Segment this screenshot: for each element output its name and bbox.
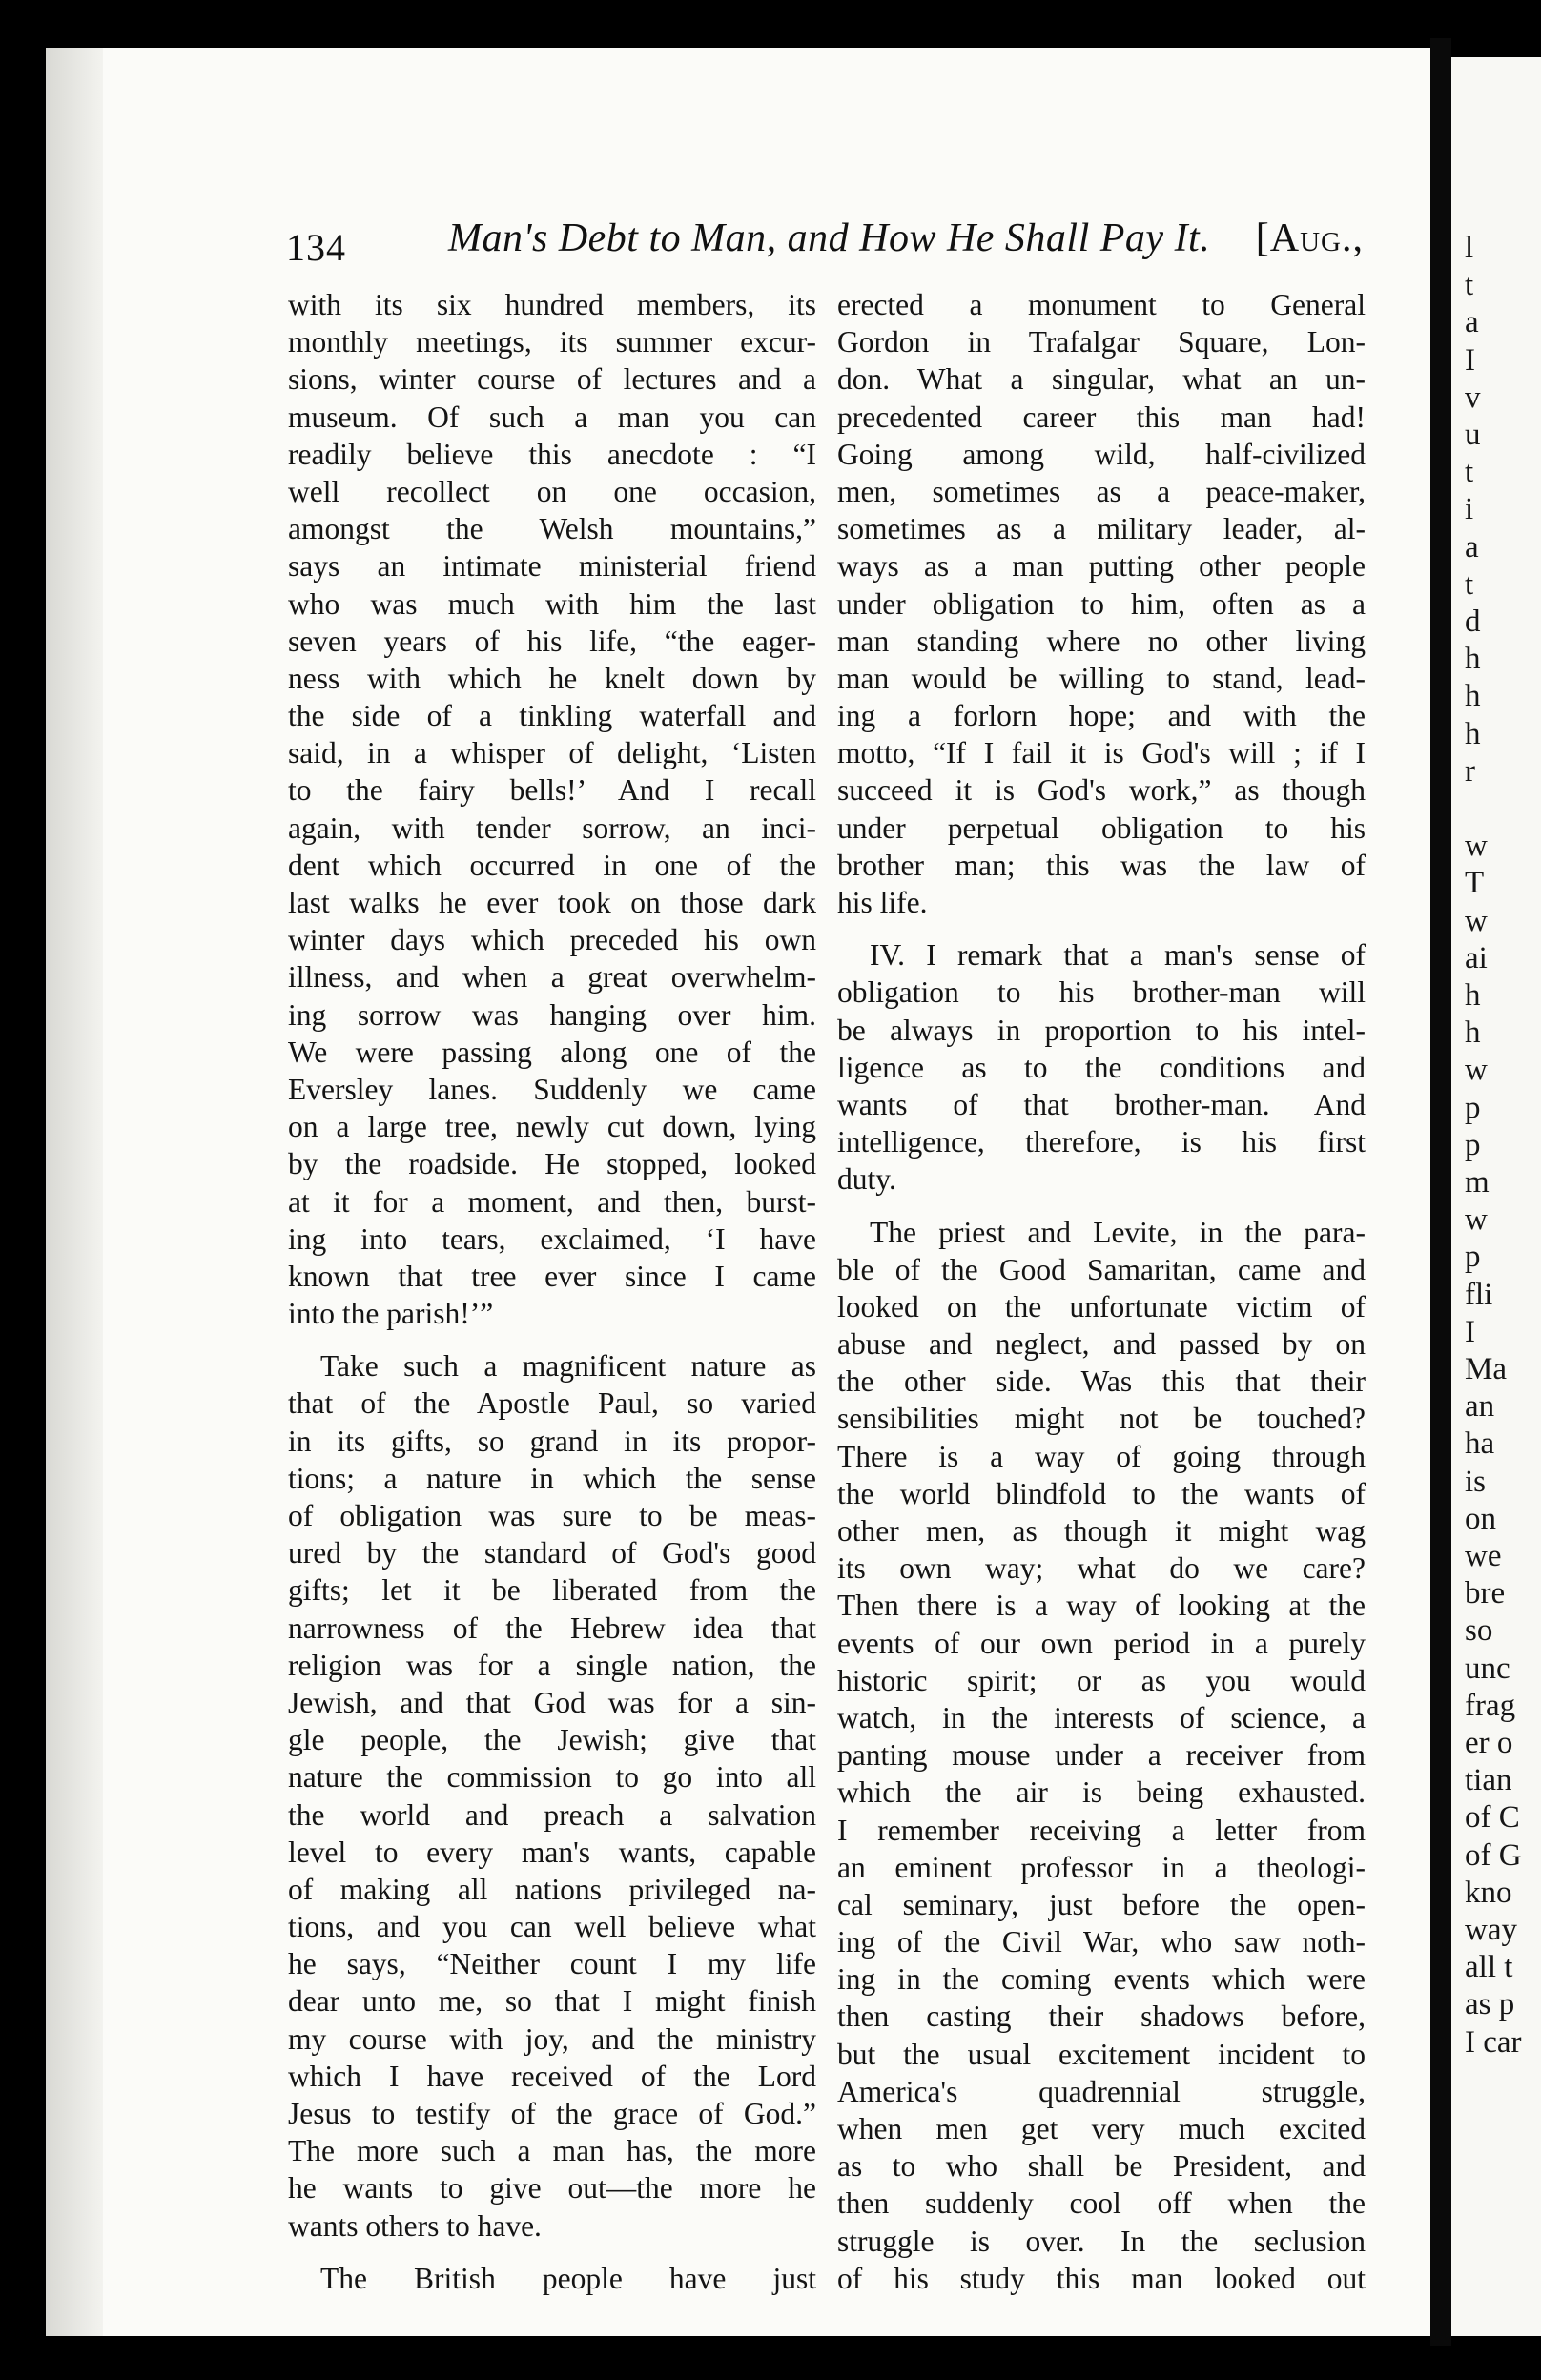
text-line: struggle is over. In the seclusion	[837, 2224, 1366, 2258]
text-line: its own way; what do we care?	[837, 1551, 1366, 1586]
text-line: he wants to give out—the more he	[288, 2171, 816, 2206]
text-line: wants others to have.	[288, 2208, 542, 2243]
facing-page-fragment: w	[1465, 829, 1488, 864]
text-line: There is a way of going through	[837, 1439, 1366, 1473]
text-line: gle people, the Jewish; give that	[288, 1723, 816, 1757]
text-line: ble of the Good Samaritan, came and	[837, 1252, 1366, 1286]
text-line: ing a forlorn hope; and with the	[837, 699, 1366, 733]
text-line: amongst the Welsh mountains,”	[288, 512, 816, 546]
facing-page-fragment: a	[1465, 305, 1479, 340]
text-line: to the fairy bells!’ And I recall	[288, 773, 816, 808]
text-line: Then there is a way of looking at the	[837, 1589, 1366, 1623]
text-line: said, in a whisper of delight, ‘Listen	[288, 736, 816, 770]
facing-page-fragment: is	[1465, 1464, 1487, 1499]
facing-page-fragment: w	[1465, 903, 1488, 938]
facing-page-fragment: er o	[1465, 1726, 1513, 1760]
text-line: on a large tree, newly cut down, lying	[288, 1110, 816, 1144]
text-line: We were passing along one of the	[288, 1035, 816, 1069]
text-line: ways as a man putting other people	[837, 549, 1366, 584]
text-line: don. What a singular, what an un-	[837, 362, 1366, 397]
text-line: intelligence, therefore, is his first	[837, 1125, 1366, 1159]
text-line: of obligation was sure to be meas-	[288, 1499, 816, 1532]
text-line: then casting their shadows before,	[837, 2000, 1366, 2034]
text-line: sometimes as a military leader, al-	[837, 512, 1366, 546]
facing-page-fragment: ha	[1465, 1426, 1495, 1462]
facing-page-fragment: I	[1465, 1314, 1475, 1349]
facing-page-fragment: p	[1465, 1240, 1481, 1275]
facing-page-fragment: tian	[1465, 1763, 1512, 1798]
text-line: under obligation to him, often as a	[837, 586, 1366, 621]
text-line: again, with tender sorrow, an inci-	[288, 810, 816, 845]
facing-page-fragment: t	[1465, 455, 1474, 490]
text-line: museum. Of such a man you can	[288, 400, 816, 434]
facing-page-fragment: way	[1465, 1913, 1517, 1947]
facing-page-fragment: h	[1465, 679, 1481, 714]
text-line: winter days which preceded his own	[288, 923, 816, 957]
facing-page-fragment: I	[1465, 342, 1475, 378]
paragraph-gap	[837, 1199, 1366, 1214]
text-line: dear unto me, so that I might finish	[288, 1984, 816, 2019]
text-line: obligation to his brother-man will	[837, 975, 1366, 1010]
text-line: ligence as to the conditions and	[837, 1050, 1366, 1084]
text-line: religion was for a single nation, the	[288, 1648, 816, 1682]
facing-page-fragment: I car	[1465, 2024, 1522, 2060]
facing-page-fragment: of G	[1465, 1837, 1522, 1873]
text-line: motto, “If I fail it is God's will ; if I	[837, 736, 1366, 770]
facing-page-fragment: w	[1465, 1202, 1488, 1238]
facing-page-fragment: all t	[1465, 1950, 1513, 1985]
text-line: of his study this man looked out	[837, 2261, 1366, 2295]
text-line: by the roadside. He stopped, looked	[288, 1147, 816, 1181]
text-line: precedented career this man had!	[837, 400, 1366, 434]
text-line: the side of a tinkling waterfall and	[288, 699, 816, 733]
page-number: 134	[286, 226, 346, 269]
facing-page-fragment: r	[1465, 753, 1475, 789]
text-line: events of our own period in a purely	[837, 1626, 1366, 1660]
text-line: succeed it is God's work,” as though	[837, 773, 1366, 808]
text-line: cal seminary, just before the open-	[837, 1887, 1366, 1921]
text-line: sensibilities might not be touched?	[837, 1402, 1366, 1436]
text-line: ness with which he knelt down by	[288, 661, 816, 695]
text-line: the world blindfold to the wants of	[837, 1476, 1366, 1510]
text-line: IV. I remark that a man's sense of	[870, 938, 1366, 973]
text-line: ing into tears, exclaimed, ‘I have	[288, 1221, 816, 1256]
text-line: which the air is being exhausted.	[837, 1775, 1366, 1810]
facing-page-fragment: frag	[1465, 1688, 1516, 1723]
text-line: under perpetual obligation to his	[837, 810, 1366, 845]
facing-page-fragment: as p	[1465, 1987, 1515, 2022]
facing-page-fragment: so	[1465, 1613, 1493, 1649]
text-line: well recollect on one occasion,	[288, 474, 816, 508]
left-page-shadow	[46, 48, 103, 2336]
text-line: in its gifts, so grand in its propor-	[288, 1424, 816, 1458]
text-line: other men, as though it might wag	[837, 1514, 1366, 1548]
facing-page-fragment: t	[1465, 268, 1474, 303]
text-line: level to every man's wants, capable	[288, 1835, 816, 1869]
text-line: says an intimate ministerial friend	[288, 549, 816, 584]
right-text-column	[837, 286, 1366, 2297]
text-line: illness, and when a great overwhelm-	[288, 960, 816, 995]
facing-page-fragment: u	[1465, 418, 1481, 452]
facing-page-fragment: of C	[1465, 1800, 1520, 1836]
text-line: but the usual excitement incident to	[837, 2037, 1366, 2071]
facing-page-edge	[1451, 57, 1541, 2336]
left-text-column	[288, 286, 816, 2297]
text-line: man would be willing to stand, lead-	[837, 661, 1366, 695]
text-line: men, sometimes as a peace-maker,	[837, 474, 1366, 508]
text-line: Eversley lanes. Suddenly we came	[288, 1072, 816, 1106]
paragraph-gap	[288, 1332, 816, 1347]
text-line: dent which occurred in one of the	[288, 848, 816, 882]
book-gutter	[1430, 38, 1451, 2346]
text-line: panting mouse under a receiver from	[837, 1738, 1366, 1773]
text-line: his life.	[837, 886, 928, 919]
text-line: of making all nations privileged na-	[288, 1872, 816, 1906]
paragraph-gap	[837, 921, 1366, 936]
facing-page-fragment: an	[1465, 1389, 1495, 1425]
text-line: The British people have just	[320, 2261, 816, 2295]
text-line: monthly meetings, its summer excur-	[288, 325, 816, 359]
facing-page-fragment: h	[1465, 716, 1481, 751]
running-date: [Aug.,	[1255, 216, 1364, 260]
facing-page-fragment: h	[1465, 1016, 1481, 1051]
text-line: man standing where no other living	[837, 624, 1366, 658]
text-line: that of the Apostle Paul, so varied	[288, 1386, 816, 1421]
text-line: readily believe this anecdote : “I	[288, 437, 816, 471]
facing-page-fragment: h	[1465, 642, 1481, 677]
facing-page-fragment: a	[1465, 529, 1479, 564]
text-line: with its six hundred members, its	[288, 288, 816, 321]
facing-page-fragment: on	[1465, 1501, 1496, 1536]
text-line: narrowness of the Hebrew idea that	[288, 1611, 816, 1645]
text-line: Jewish, and that God was for a sin-	[288, 1685, 816, 1719]
running-title: Man's Debt to Man, and How He Shall Pay It.	[448, 216, 1211, 260]
facing-page-fragment: Ma	[1465, 1352, 1507, 1386]
facing-page-fragment: l	[1465, 231, 1474, 265]
text-line: gifts; let it be liberated from the	[288, 1573, 816, 1608]
text-line: abuse and neglect, and passed by on	[837, 1327, 1366, 1362]
text-line: he says, “Neither count I my life	[288, 1947, 816, 1981]
facing-page-fragment: v	[1465, 380, 1481, 415]
facing-page-fragment: T	[1465, 866, 1485, 901]
text-line: duty.	[837, 1162, 896, 1197]
text-line: ured by the standard of God's good	[288, 1536, 816, 1570]
text-line: the world and preach a salvation	[288, 1797, 816, 1832]
facing-page-fragment: i	[1465, 492, 1474, 527]
text-line: when men get very much excited	[837, 2112, 1366, 2145]
text-line: be always in proportion to his intel-	[837, 1013, 1366, 1047]
paragraph-gap	[288, 2245, 816, 2260]
facing-page-fragment: m	[1465, 1165, 1490, 1200]
facing-page-fragment: p	[1465, 1127, 1481, 1162]
text-line: America's quadrennial struggle,	[837, 2074, 1366, 2108]
text-line: watch, in the interests of science, a	[837, 1700, 1366, 1734]
text-line: ing of the Civil War, who saw noth-	[837, 1925, 1366, 1959]
facing-page-fragment: w	[1465, 1053, 1488, 1088]
text-line: which I have received of the Lord	[288, 2059, 816, 2093]
text-line: ing sorrow was hanging over him.	[288, 997, 816, 1032]
text-line: I remember receiving a letter from	[837, 1813, 1366, 1847]
text-line: brother man; this was the law of	[837, 848, 1366, 882]
text-line: ing in the coming events which were	[837, 1962, 1366, 1997]
facing-page-fragment: we	[1465, 1539, 1502, 1573]
facing-page-fragment: t	[1465, 566, 1474, 602]
text-line: last walks he ever took on those dark	[288, 886, 816, 919]
text-line: as to who shall be President, and	[837, 2149, 1366, 2184]
facing-page-fragment: ai	[1465, 940, 1488, 975]
text-line: nature the commission to go into all	[288, 1760, 816, 1795]
text-line: Gordon in Trafalgar Square, Lon-	[837, 325, 1366, 359]
facing-page-fragment: d	[1465, 605, 1481, 639]
text-line: tions; a nature in which the sense	[288, 1461, 816, 1495]
text-line: an eminent professor in a theologi-	[837, 1850, 1366, 1884]
text-line: looked on the unfortunate victim of	[837, 1289, 1366, 1323]
text-line: The more such a man has, the more	[288, 2134, 816, 2168]
facing-page-fragment: kno	[1465, 1875, 1512, 1910]
text-line: into the parish!’”	[288, 1297, 494, 1331]
text-line: wants of that brother-man. And	[837, 1087, 1366, 1121]
facing-page-fragment: unc	[1465, 1651, 1510, 1686]
text-line: my course with joy, and the ministry	[288, 2021, 816, 2056]
text-line: Jesus to testify of the grace of God.”	[288, 2097, 816, 2130]
text-line: tions, and you can well believe what	[288, 1910, 816, 1944]
text-line: sions, winter course of lectures and a	[288, 362, 816, 397]
facing-page-fragment: bre	[1465, 1576, 1506, 1611]
text-line: at it for a moment, and then, burst-	[288, 1184, 816, 1219]
page-header	[286, 212, 1364, 269]
text-line: seven years of his life, “the eager-	[288, 624, 816, 658]
text-line: The priest and Levite, in the para-	[870, 1215, 1366, 1249]
text-line: then suddenly cool off when the	[837, 2186, 1366, 2221]
text-line: Going among wild, half-civilized	[837, 437, 1366, 471]
facing-page-fragment: h	[1465, 978, 1481, 1013]
text-line: Take such a magnificent nature as	[320, 1349, 816, 1384]
text-line: who was much with him the last	[288, 586, 816, 621]
text-line: historic spirit; or as you would	[837, 1663, 1366, 1697]
text-line: the other side. Was this that their	[837, 1364, 1366, 1399]
facing-page-fragment: fli	[1465, 1277, 1493, 1312]
facing-page-fragment: p	[1465, 1090, 1481, 1125]
text-line: known that tree ever since I came	[288, 1259, 816, 1293]
text-line: erected a monument to General	[837, 288, 1366, 321]
